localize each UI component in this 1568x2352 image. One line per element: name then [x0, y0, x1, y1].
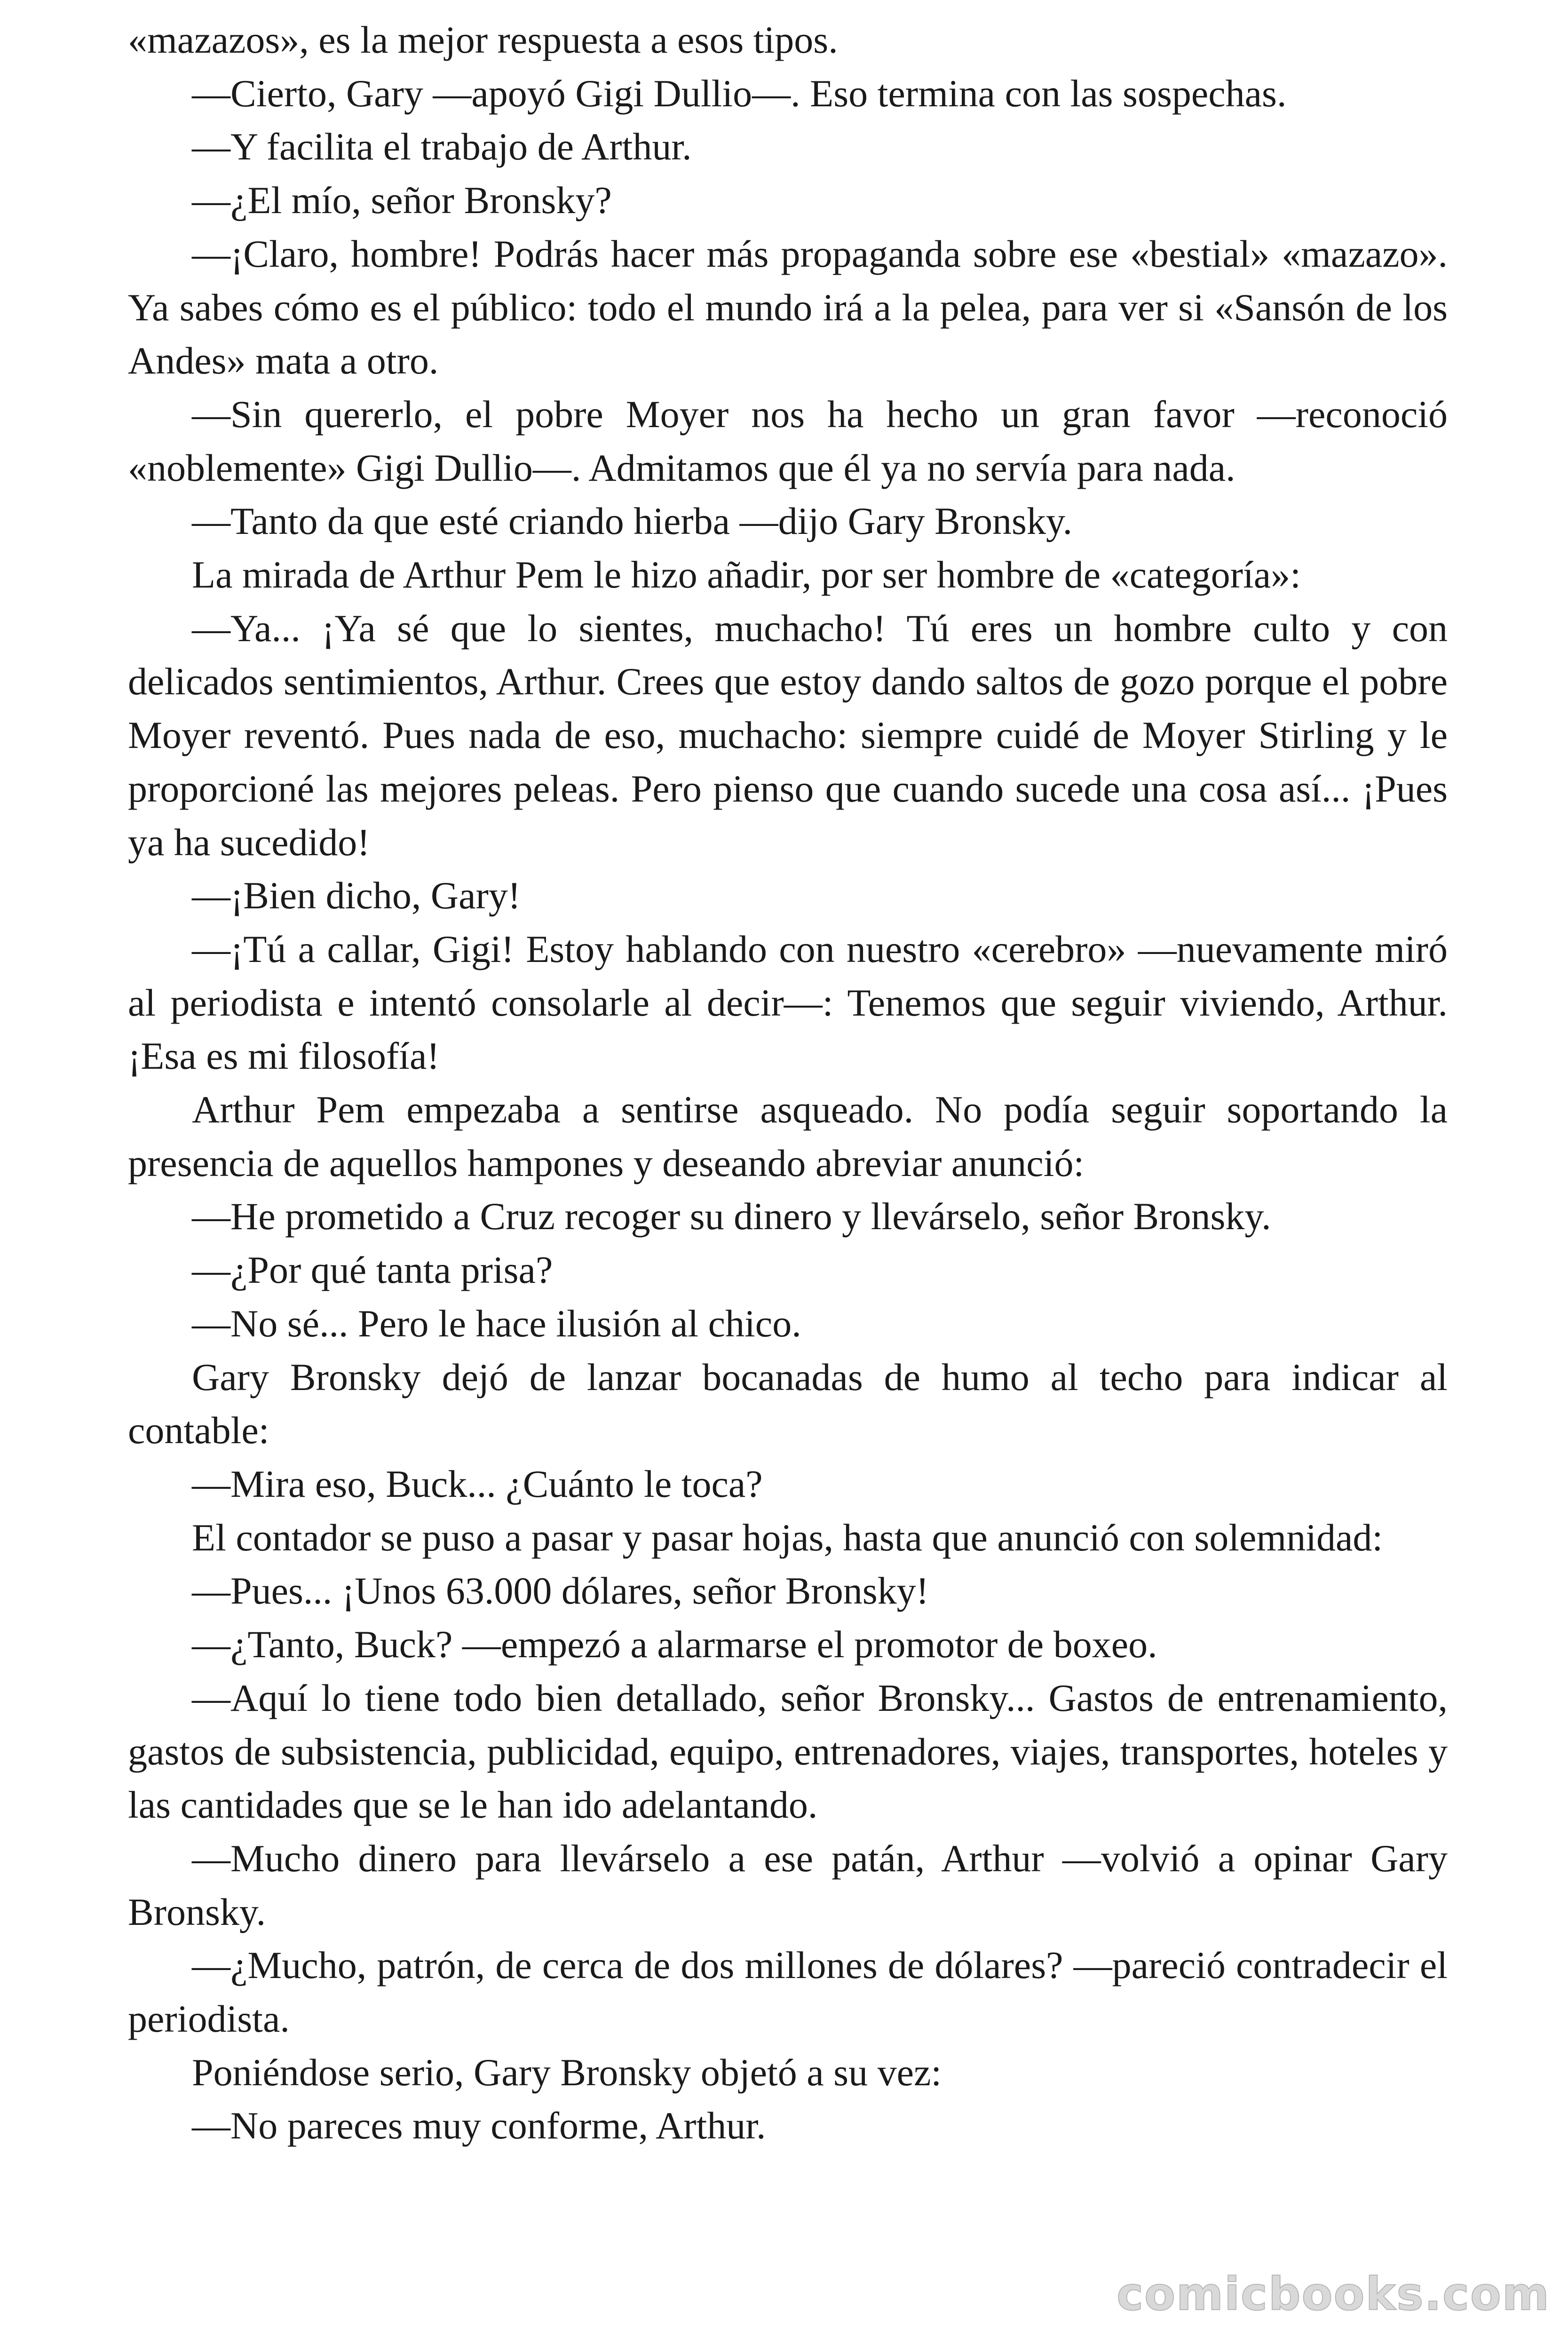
- paragraph: —Aquí lo tiene todo bien detallado, señor Bronsky... Gastos de entrenamiento, gastos de subsistencia, publicidad, equipo, entrenadores, viajes, transportes, hoteles y las cantidades que se le han ido adelantando.: [128, 1676, 1448, 1827]
- paragraph: —No sé... Pero le hace ilusión al chico.: [192, 1302, 801, 1345]
- paragraph: —¿Mucho, patrón, de cerca de dos millones de dólares? —pareció contradecir el periodista.: [128, 1944, 1448, 2041]
- paragraph: Gary Bronsky dejó de lanzar bocanadas de humo al techo para indicar al contable:: [128, 1355, 1448, 1452]
- paragraph: —Cierto, Gary —apoyó Gigi Dullio—. Eso termina con las sospechas.: [192, 72, 1287, 115]
- paragraph: —Ya... ¡Ya sé que lo sientes, muchacho! Tú eres un hombre culto y con delicados sentimientos, Arthur. Crees que estoy dando saltos de gozo porque el pobre Moyer reventó. Pues nada de eso, muchacho: siempre cuidé de Moyer Stirling y le proporcioné las mejores peleas. Pero pienso que cuando sucede una cosa así... ¡Pues ya ha sucedido!: [128, 606, 1448, 864]
- paragraph: —¡Tú a callar, Gigi! Estoy hablando con nuestro «cerebro» —nuevamente miró al periodista e intentó consolarle al decir—: Tenemos que seguir viviendo, Arthur. ¡Esa es mi filosofía!: [128, 927, 1448, 1078]
- page-body-text: [128, 13, 1448, 2153]
- paragraph: —No pareces muy conforme, Arthur.: [192, 2104, 766, 2147]
- paragraph: La mirada de Arthur Pem le hizo añadir, por ser hombre de «categoría»:: [192, 553, 1301, 596]
- paragraph: —¿El mío, señor Bronsky?: [192, 179, 612, 222]
- watermark-text: comicbooks.com: [1117, 2268, 1550, 2320]
- paragraph: —¡Claro, hombre! Podrás hacer más propaganda sobre ese «bestial» «mazazo». Ya sabes cómo es el público: todo el mundo irá a la pelea, para ver si «Sansón de los Andes» mata a otro.: [128, 232, 1448, 382]
- paragraph: —¿Tanto, Buck? —empezó a alarmarse el promotor de boxeo.: [192, 1623, 1157, 1666]
- paragraph: —Mucho dinero para llevárselo a ese patán, Arthur —volvió a opinar Gary Bronsky.: [128, 1836, 1448, 1933]
- paragraph: —He prometido a Cruz recoger su dinero y llevárselo, señor Bronsky.: [192, 1195, 1271, 1238]
- paragraph: El contador se puso a pasar y pasar hojas, hasta que anunció con solemnidad:: [192, 1516, 1383, 1559]
- paragraph: Poniéndose serio, Gary Bronsky objetó a su vez:: [192, 2050, 942, 2094]
- watermark-logo: [1117, 2266, 1550, 2323]
- paragraph: «mazazos», es la mejor respuesta a esos tipos.: [128, 18, 838, 61]
- paragraph: —Sin quererlo, el pobre Moyer nos ha hecho un gran favor —reconoció «noblemente» Gigi Dullio—. Admitamos que él ya no servía para nada.: [128, 392, 1448, 489]
- paragraph: —Tanto da que esté criando hierba —dijo Gary Bronsky.: [192, 500, 1073, 543]
- paragraph: —Mira eso, Buck... ¿Cuánto le toca?: [192, 1462, 763, 1505]
- paragraph: —Y facilita el trabajo de Arthur.: [192, 125, 692, 168]
- paragraph: Arthur Pem empezaba a sentirse asqueado. No podía seguir soportando la presencia de aquellos hampones y deseando abreviar anunció:: [128, 1088, 1448, 1184]
- paragraph: —¡Bien dicho, Gary!: [192, 874, 521, 917]
- paragraph: —Pues... ¡Unos 63.000 dólares, señor Bronsky!: [192, 1569, 929, 1613]
- paragraph: —¿Por qué tanta prisa?: [192, 1248, 553, 1292]
